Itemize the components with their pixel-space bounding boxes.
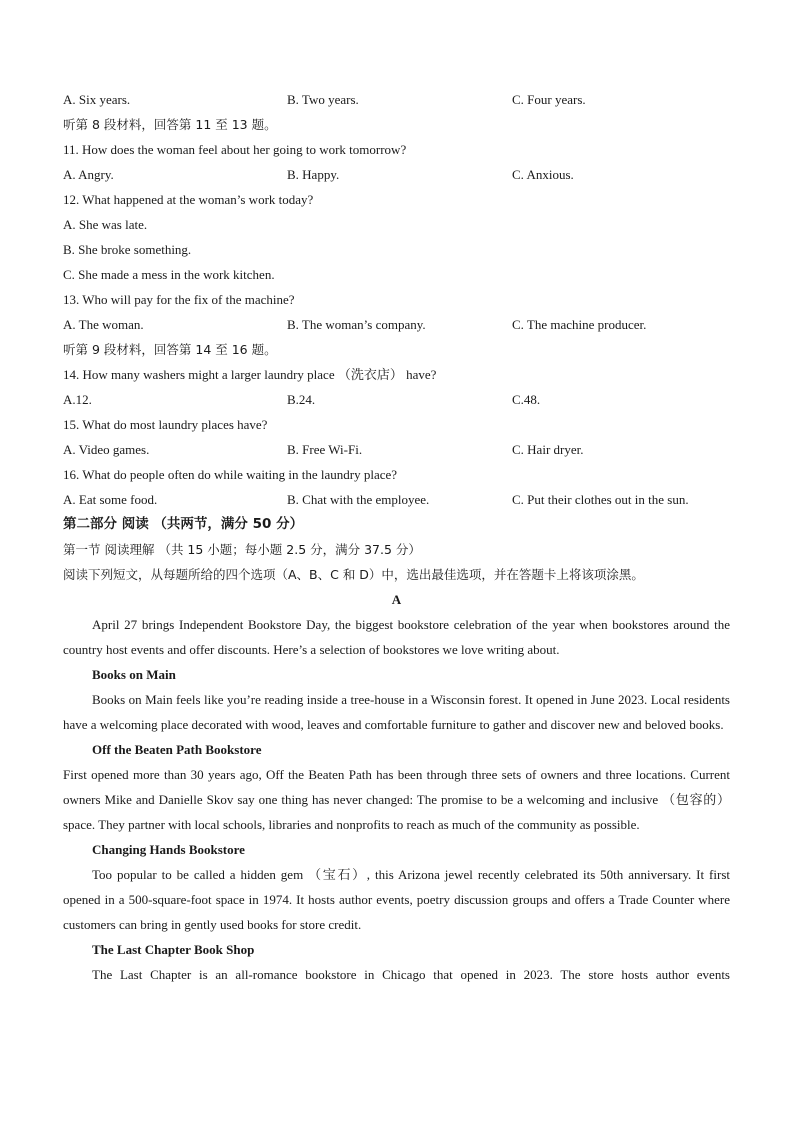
- q11-option-c[interactable]: C. Anxious.: [512, 167, 574, 182]
- q10-option-b[interactable]: B. Two years.: [287, 92, 359, 107]
- q14-stem: 14. How many washers might a larger laundry place （洗衣店） have?: [63, 367, 437, 382]
- store-heading-changing-hands: Changing Hands Bookstore: [92, 842, 245, 857]
- q13-option-c[interactable]: C. The machine producer.: [512, 317, 647, 332]
- q14-option-b[interactable]: B.24.: [287, 392, 316, 407]
- part-2-title: 第二部分 阅读 （共两节，满分 50 分）: [63, 516, 304, 532]
- q16-option-c[interactable]: C. Put their clothes out in the sun.: [512, 492, 689, 507]
- section-9-instruction: 听第 9 段材料，回答第 14 至 16 题。: [63, 342, 277, 357]
- q15-option-c[interactable]: C. Hair dryer.: [512, 442, 584, 457]
- store-heading-books-on-main: Books on Main: [92, 667, 176, 682]
- store-heading-off-the-beaten-path: Off the Beaten Path Bookstore: [92, 742, 262, 757]
- store-text-off-the-beaten-path: First opened more than 30 years ago, Off the Beaten Path has been through three sets of owners and three locations. Current owners Mike and Danielle Skov say one thing has never changed: The promise to be a welcoming and inclusive （包容的） space. They partner with local schools, libraries and nonprofits to reach as much of the community as possible.: [63, 767, 730, 832]
- q16-option-b[interactable]: B. Chat with the employee.: [287, 492, 430, 507]
- q12-stem: 12. What happened at the woman’s work today?: [63, 192, 314, 207]
- q11-option-a[interactable]: A. Angry.: [63, 167, 114, 182]
- store-heading-last-chapter: The Last Chapter Book Shop: [92, 942, 255, 957]
- q15-option-a[interactable]: A. Video games.: [63, 442, 150, 457]
- q15-stem: 15. What do most laundry places have?: [63, 417, 268, 432]
- q13-stem: 13. Who will pay for the fix of the machine?: [63, 292, 295, 307]
- reading-instruction: 阅读下列短文，从每题所给的四个选项（A、B、C 和 D）中，选出最佳选项，并在答题卡上将该项涂黑。: [63, 567, 644, 582]
- section-8-instruction: 听第 8 段材料，回答第 11 至 13 题。: [63, 117, 277, 132]
- q16-options: [63, 487, 730, 512]
- q16-stem: 16. What do people often do while waiting in the laundry place?: [63, 467, 398, 482]
- section-1-title: 第一节 阅读理解 （共 15 小题；每小题 2.5 分，满分 37.5 分）: [63, 542, 421, 557]
- q16-option-a[interactable]: A. Eat some food.: [63, 492, 158, 507]
- store-text-last-chapter: The Last Chapter is an all-romance bookstore in Chicago that opened in 2023. The store hosts author events: [92, 967, 730, 982]
- q10-options: [63, 87, 730, 112]
- q13-option-a[interactable]: A. The woman.: [63, 317, 144, 332]
- q13-option-b[interactable]: B. The woman’s company.: [287, 317, 426, 332]
- q12-option-b[interactable]: B. She broke something.: [63, 242, 192, 257]
- q12-option-c[interactable]: C. She made a mess in the work kitchen.: [63, 267, 275, 282]
- q13-options: [63, 312, 730, 337]
- q14-options: [63, 387, 730, 412]
- q10-option-a[interactable]: A. Six years.: [63, 92, 131, 107]
- passage-letter: A: [391, 592, 402, 607]
- q10-option-c[interactable]: C. Four years.: [512, 92, 586, 107]
- exam-page: [63, 87, 730, 987]
- q11-options: [63, 162, 730, 187]
- store-text-books-on-main: Books on Main feels like you’re reading inside a tree-house in a Wisconsin forest. It opened in June 2023. Local residents have a welcoming place decorated with wood, leaves and comfortable furniture to gather and discover new and beloved books.: [63, 692, 730, 732]
- passage-intro: April 27 brings Independent Bookstore Day, the biggest bookstore celebration of the year when bookstores around the country host events and offer discounts. Here’s a selection of bookstores we love writing about.: [63, 617, 730, 657]
- q11-stem: 11. How does the woman feel about her going to work tomorrow?: [63, 142, 407, 157]
- q12-option-a[interactable]: A. She was late.: [63, 217, 148, 232]
- q14-option-a[interactable]: A.12.: [63, 392, 92, 407]
- q15-option-b[interactable]: B. Free Wi-Fi.: [287, 442, 363, 457]
- store-text-changing-hands: Too popular to be called a hidden gem （宝石）, this Arizona jewel recently celebrated its 50th anniversary. It first opened in a 500-square-foot space in 1974. It hosts author events, poetry discussion groups and offers a Trade Counter where customers can bring in gently used books for store credit.: [63, 867, 730, 932]
- q14-option-c[interactable]: C.48.: [512, 392, 541, 407]
- q11-option-b[interactable]: B. Happy.: [287, 167, 340, 182]
- q15-options: [63, 437, 730, 462]
